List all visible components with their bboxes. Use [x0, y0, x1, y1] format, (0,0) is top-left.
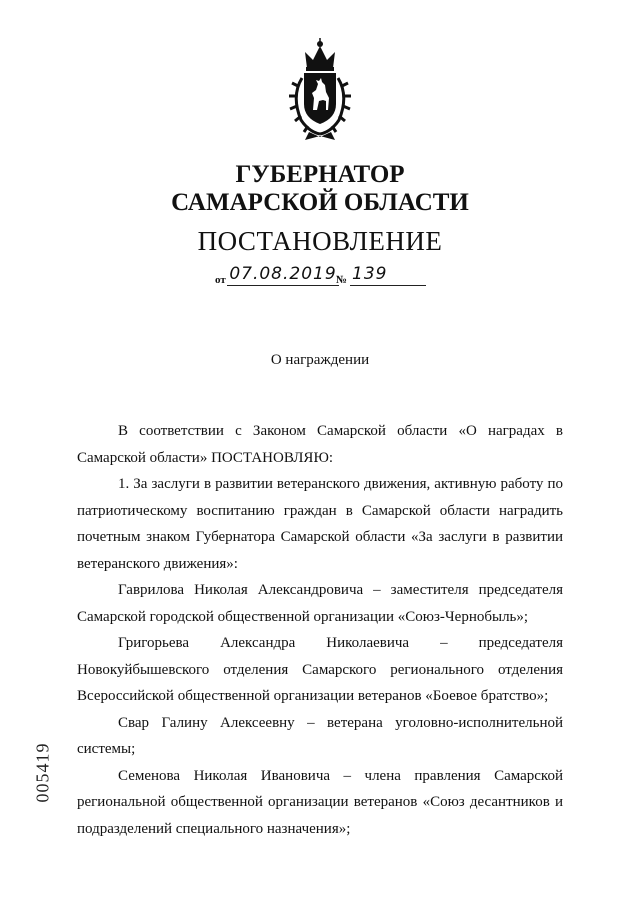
paragraph: 1. За заслуги в развитии ветеранского движения, активную работу по патриотическому воспитанию граждан в Самарской области наградить почетным знаком Губернатора Самарской области «За заслуги в развитии ветеранского движения»:	[77, 476, 563, 572]
margin-stamp	[30, 740, 56, 810]
paragraph: Гаврилова Николая Александровича – заместителя председателя Самарской городской общественной организации «Союз-Чернобыль»;	[77, 582, 563, 625]
number-prefix: №	[336, 274, 348, 286]
document-type: ПОСТАНОВЛЕНИЕ	[197, 226, 443, 256]
paragraph: В соответствии с Законом Самарской области «О наградах в Самарской области» ПОСТАНОВЛЯЮ:	[77, 423, 563, 466]
title-line-1: ГУБЕРНАТОР	[235, 161, 405, 188]
paragraph: Григорьева Александра Николаевича – председателя Новокуйбышевского отделения Самарского регионального отделения Всероссийской общественной организации ветеранов «Боевое братство»;	[77, 635, 563, 704]
title-line-2: САМАРСКОЙ ОБЛАСТИ	[171, 189, 469, 216]
samara-coat-of-arms-icon	[283, 38, 357, 142]
margin-stamp-number: 005419	[32, 742, 53, 803]
document-body	[77, 418, 563, 842]
date-number-line	[213, 262, 443, 288]
decree-number: 139	[350, 263, 426, 286]
paragraph: Свар Галину Алексеевну – ветерана уголовно-исполнительной системы;	[77, 714, 563, 757]
subject-line: О награждении	[270, 352, 370, 368]
paragraph: Семенова Николая Ивановича – члена правления Самарской региональной общественной организации ветеранов «Союз десантников и подразделений специального назначения»;	[77, 767, 563, 837]
date-prefix: от	[215, 274, 226, 286]
decree-date: 07.08.2019	[227, 263, 339, 286]
